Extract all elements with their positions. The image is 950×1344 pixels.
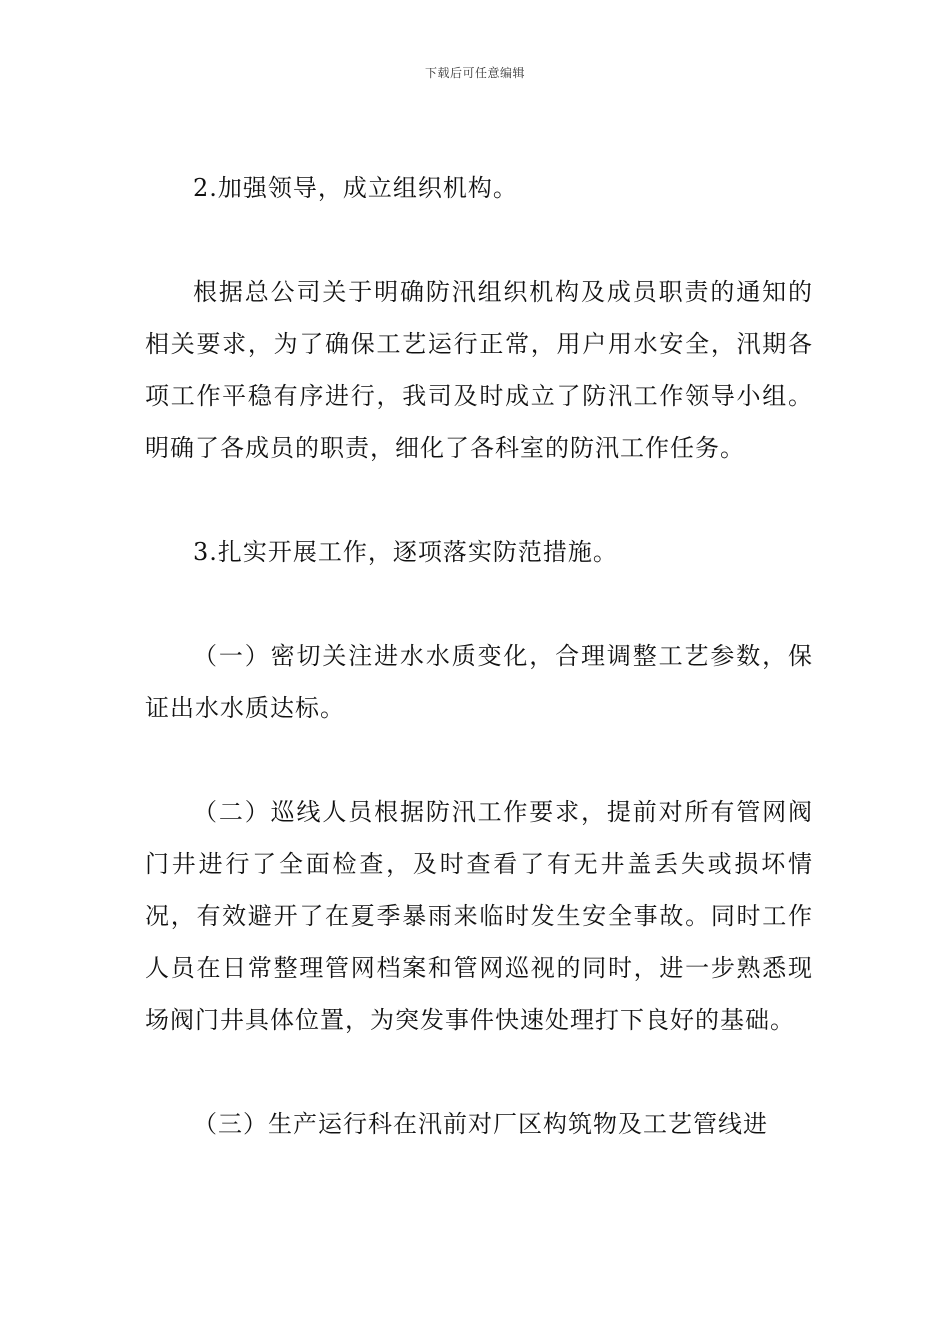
section-heading: 3.扎实开展工作，逐项落实防范措施。 xyxy=(193,538,618,566)
document-body xyxy=(145,162,813,1150)
body-paragraph: （二）巡线人员根据防汛工作要求，提前对所有管网阀门井进行了全面检查，及时查看了有无井盖丢失或损坏情况，有效避开了在夏季暴雨来临时发生安全事故。同时工作人员在日常整理管网档案和管网巡视的同时，进一步熟悉现场阀门井具体位置，为突发事件快速处理打下良好的基础。 xyxy=(145,798,813,1034)
paragraph-gap xyxy=(145,578,813,630)
paragraph-gap xyxy=(145,734,813,786)
paragraph-gap xyxy=(145,474,813,526)
body-paragraph: 根据总公司关于明确防汛组织机构及成员职责的通知的相关要求，为了确保工艺运行正常，用户用水安全，汛期各项工作平稳有序进行，我司及时成立了防汛工作领导小组。明确了各成员的职责，细化了各科室的防汛工作任务。 xyxy=(145,278,813,462)
body-paragraph: （三）生产运行科在汛前对厂区构筑物及工艺管线进 xyxy=(193,1110,768,1138)
page-header-note: 下载后可任意编辑 xyxy=(424,66,525,80)
paragraph-gap xyxy=(145,1046,813,1098)
paragraph-gap xyxy=(145,214,813,266)
body-paragraph: （一）密切关注进水水质变化，合理调整工艺参数，保证出水水质达标。 xyxy=(145,642,813,722)
section-heading: 2.加强领导，成立组织机构。 xyxy=(193,174,518,202)
